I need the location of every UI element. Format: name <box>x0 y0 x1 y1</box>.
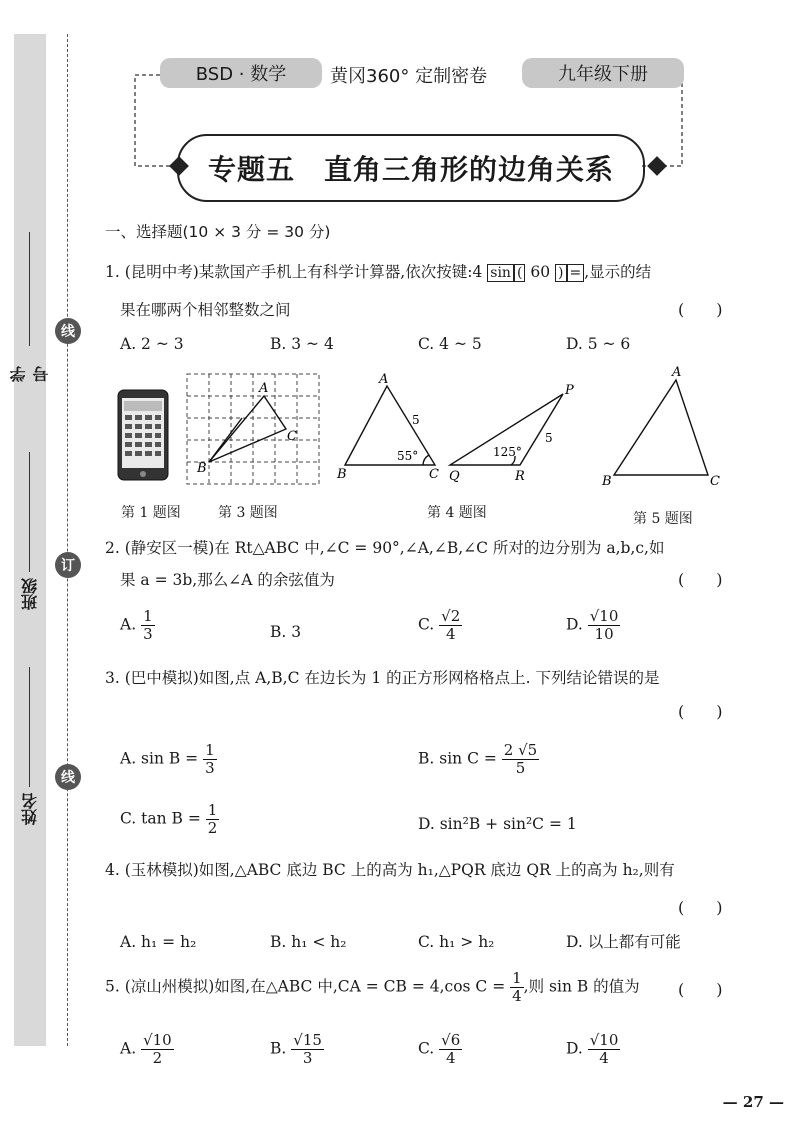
key-open-paren: ( <box>514 264 525 282</box>
q2-option-d: D. $\frac{√10}{10}$ <box>566 607 619 643</box>
key-sin: sin <box>487 264 514 282</box>
section-heading: 一、选择题(10 × 3 分 = 30 分) <box>105 223 331 241</box>
key-close-paren: ) <box>555 264 566 282</box>
fig5-label-c: C <box>710 474 720 489</box>
class-label: 班级 <box>20 578 40 610</box>
q2-line1: 2. (静安区一模)在 Rt△ABC 中,∠C = 90°,∠A,∠B,∠C 所对的边分别为 a,b,c,如 <box>105 539 665 557</box>
fig5-caption: 第 5 题图 <box>633 511 693 527</box>
q5-option-b: B. $\frac{√15}{3}$ <box>270 1031 322 1067</box>
triangles-figure <box>335 368 585 488</box>
binding-dash-line <box>67 34 68 1046</box>
fig4-label-b: B <box>337 467 347 482</box>
q1-option-a: A. 2 ~ 3 <box>120 335 184 353</box>
q5-answer-paren: ( ) <box>678 980 723 999</box>
q5-option-a: A. $\frac{√10}{2}$ <box>120 1031 172 1067</box>
q2-option-c: C. $\frac{√2}{4}$ <box>418 607 461 643</box>
fig4-label-angle-55: 55° <box>397 449 419 463</box>
binding-mark-staple: 订 <box>55 552 81 578</box>
q4-option-a: A. h₁ = h₂ <box>120 933 197 951</box>
fig4-label-side-5b: 5 <box>545 431 553 445</box>
q2-line2: 果 a = 3b,那么∠A 的余弦值为 <box>120 571 335 589</box>
subject-pill: BSD · 数学 <box>160 58 322 88</box>
q3-option-b: B. sin C = $\frac{2 √5}{5}$ <box>418 741 538 777</box>
fig4-label-c: C <box>429 467 439 482</box>
q3-option-d: D. sin²B + sin²C = 1 <box>418 815 577 833</box>
fig3-label-a: A <box>259 381 269 396</box>
q3-answer-paren: ( ) <box>678 702 723 721</box>
series-title: 黄冈360° 定制密卷 <box>330 66 488 87</box>
q3-line1: 3. (巴中模拟)如图,点 A,B,C 在边长为 1 的正方形网格格点上. 下列结论错误的是 <box>105 669 660 687</box>
fig5-label-a: A <box>672 365 682 380</box>
q2-answer-paren: ( ) <box>678 570 723 589</box>
binding-mark-line-bottom: 线 <box>55 764 81 790</box>
student-id-label: 学号 <box>9 366 51 382</box>
phone-figure <box>116 388 172 484</box>
grid-figure <box>183 370 323 490</box>
key-60: 60 <box>530 263 551 281</box>
grade-pill: 九年级下册 <box>522 58 684 88</box>
key-equals: = <box>567 264 585 282</box>
fig3-caption: 第 3 题图 <box>218 505 278 521</box>
q2-option-b: B. 3 <box>270 623 302 641</box>
q1-text-a: 1. (昆明中考)某款国产手机上有科学计算器,依次按键:4 <box>105 263 483 281</box>
student-id-field <box>9 232 51 382</box>
q5-line1: 5. (凉山州模拟)如图,在△ABC 中,CA = CB = 4,cos C = $\frac{1}{4}$ ,则 sin B 的值为 <box>105 969 640 1005</box>
triangle-abc-figure <box>598 362 728 492</box>
fig4-label-q: Q <box>449 469 460 484</box>
q1-text-b: ,显示的结 <box>584 263 652 281</box>
q3-option-c: C. tan B = $\frac{1}{2}$ <box>120 801 218 837</box>
q1-answer-paren: ( ) <box>678 300 723 319</box>
fig1-caption: 第 1 题图 <box>121 505 181 521</box>
name-field <box>14 665 46 825</box>
q4-option-b: B. h₁ < h₂ <box>270 933 347 951</box>
q4-option-d: D. 以上都有可能 <box>566 933 681 951</box>
fig3-label-c: C <box>287 429 297 444</box>
q4-line1: 4. (玉林模拟)如图,△ABC 底边 BC 上的高为 h₁,△PQR 底边 QR 上的高为 h₂,则有 <box>105 861 675 879</box>
fig4-label-a: A <box>379 372 389 387</box>
binding-mark-line-top: 线 <box>55 318 81 344</box>
q1-option-d: D. 5 ~ 6 <box>566 335 631 353</box>
fig4-caption: 第 4 题图 <box>427 505 487 521</box>
q1-option-c: C. 4 ~ 5 <box>418 335 482 353</box>
fig5-label-b: B <box>602 474 612 489</box>
page-number: — 27 — <box>722 1093 784 1111</box>
q4-answer-paren: ( ) <box>678 898 723 917</box>
page-title: 专题五 直角三角形的边角关系 <box>177 134 645 202</box>
fig4-label-p: P <box>565 383 574 398</box>
fig4-label-r: R <box>515 469 525 484</box>
q1-option-b: B. 3 ~ 4 <box>270 335 334 353</box>
q2-option-a: A. $\frac{1}{3}$ <box>120 607 153 643</box>
q4-option-c: C. h₁ > h₂ <box>418 933 495 951</box>
class-field <box>14 450 46 610</box>
q5-option-d: D. $\frac{√10}{4}$ <box>566 1031 619 1067</box>
q5-option-c: C. $\frac{√6}{4}$ <box>418 1031 461 1067</box>
fig4-label-side-5a: 5 <box>412 413 420 427</box>
name-label: 姓名 <box>20 793 40 825</box>
q3-option-a: A. sin B = $\frac{1}{3}$ <box>120 741 215 777</box>
fig4-label-angle-125: 125° <box>493 445 522 459</box>
q1-line1 <box>105 262 651 282</box>
fig3-label-b: B <box>197 461 207 476</box>
q1-line2: 果在哪两个相邻整数之间 <box>120 301 291 319</box>
